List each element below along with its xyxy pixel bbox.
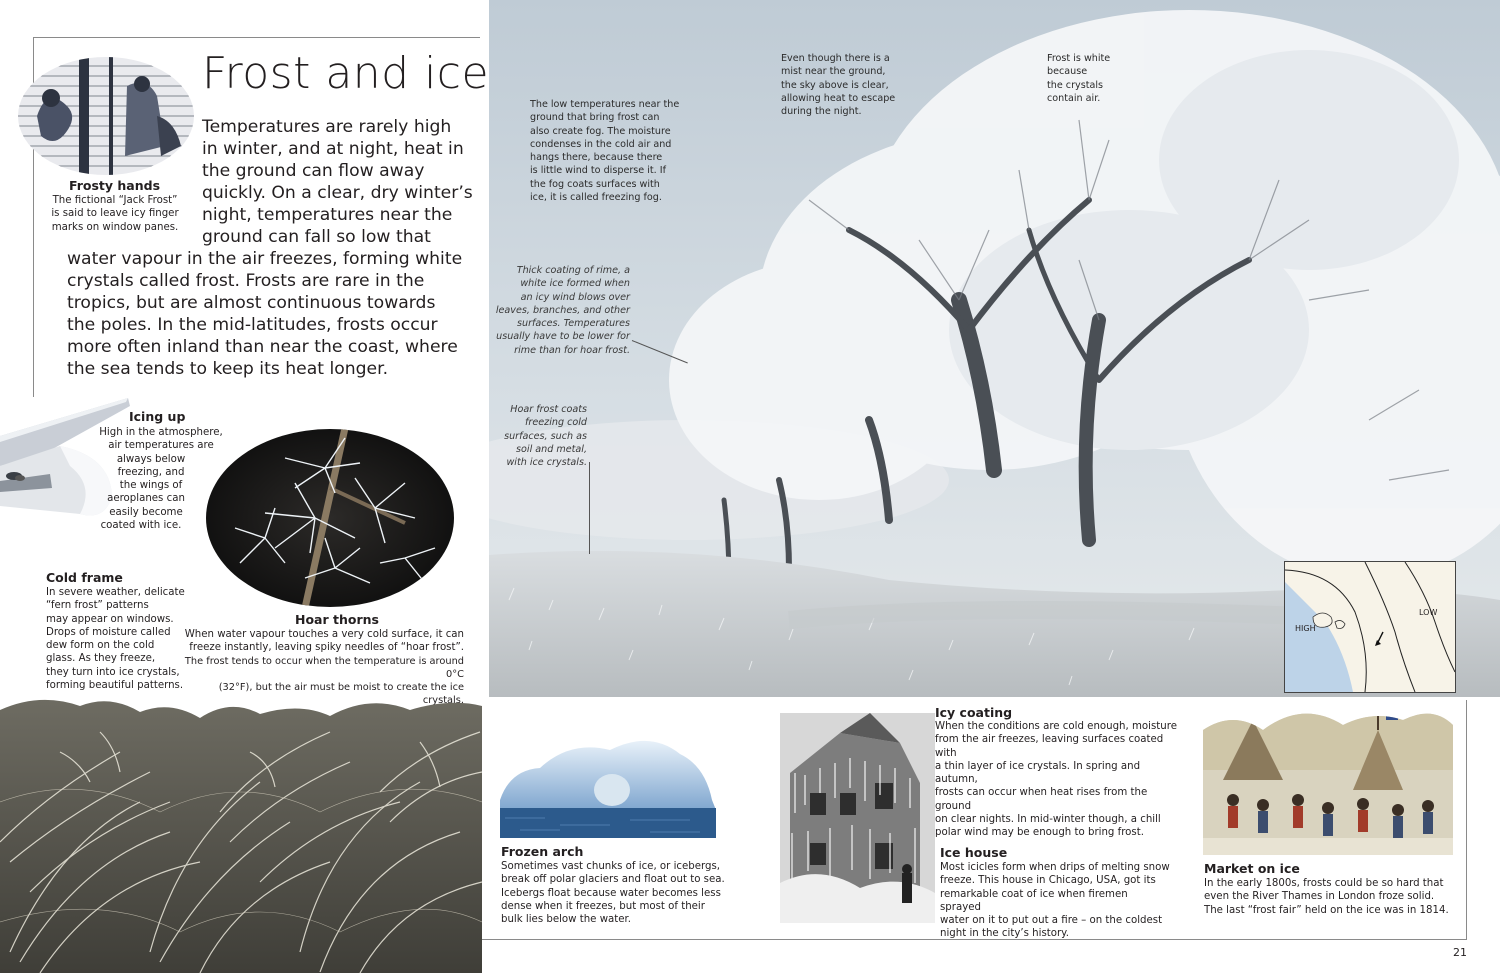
note-line: also create fog. The moisture (530, 125, 671, 137)
note-line: Frost is white (1047, 53, 1111, 64)
icing-up-heading: Icing up (129, 409, 186, 424)
caption-line: frosts can occur when heat rises from the ground (935, 787, 1148, 812)
icy-coating-text (935, 720, 1185, 840)
note-line: allowing heat to escape (781, 92, 896, 104)
caption-line: Icebergs float because water becomes less (501, 887, 721, 899)
intro-line: the sea tends to keep its heat longer. (67, 359, 389, 379)
ice-house-photo (780, 713, 935, 923)
frost-fair-painting (1203, 700, 1453, 855)
frosty-hands-text (40, 194, 190, 234)
caption-line: freezing, and (117, 466, 185, 478)
frame-top-left (33, 37, 480, 38)
caption-line: glass. As they freeze, (46, 653, 156, 665)
frozen-arch-text (501, 860, 731, 926)
mist-note (781, 52, 911, 118)
caption-line: Sometimes vast chunks of ice, or icebergs, (501, 861, 721, 872)
caption-line: “fern frost” patterns (46, 600, 149, 612)
caption-line: dew form on the cold (46, 640, 155, 652)
ice-house-heading: Ice house (940, 845, 1008, 860)
note-line: surfaces. Temperatures (517, 318, 630, 330)
hoar-pointer (589, 462, 590, 554)
caption-line: may appear on windows. (46, 613, 174, 625)
jack-frost-illustration (17, 56, 195, 176)
caption-line: dense when it freezes, but most of their (501, 900, 705, 912)
intro-line: Temperatures are rarely high (202, 117, 452, 137)
market-on-ice-text (1204, 877, 1459, 917)
note-line: an icy wind blows over (520, 291, 630, 303)
caption-line: night in the city’s history. (940, 928, 1069, 940)
note-line: Thick coating of rime, a (516, 265, 630, 276)
note-line: during the night. (781, 106, 862, 118)
caption-line: The frost tends to occur when the temperature is around 0°C (184, 655, 464, 680)
iceberg-photo (500, 730, 716, 838)
caption-line: In the early 1800s, frosts could be so hard that (1204, 878, 1444, 889)
rime-note (490, 264, 630, 357)
page-number: 21 (1453, 946, 1467, 959)
caption-line: easily become (109, 506, 183, 518)
caption-line: they turn into ice crystals, (46, 666, 180, 678)
intro-line: night, temperatures near the (202, 205, 453, 225)
intro-line: in winter, and at night, heat in (202, 139, 464, 159)
frame-right-vertical (1466, 700, 1467, 940)
intro-line: quickly. On a clear, dry winter’s (202, 183, 473, 203)
note-line: Even though there is a (781, 53, 890, 64)
note-line: the sky above is clear, (781, 79, 889, 91)
caption-line: freeze instantly, leaving spiky needles of “hoar frost”. (189, 642, 464, 654)
fog-note (530, 98, 690, 204)
hoar-frost-note (490, 403, 587, 469)
note-line: white ice formed when (520, 278, 630, 290)
note-line: hangs there, because there (530, 152, 663, 164)
caption-line: (32°F), but the air must be moist to create the ice crystals. (218, 682, 464, 707)
caption-line: When water vapour touches a very cold surface, it can (184, 629, 464, 640)
frozen-arch-heading: Frozen arch (501, 844, 584, 859)
note-line: ice, it is called freezing fog. (530, 192, 662, 204)
caption-line: freeze. This house in Chicago, USA, got its (940, 875, 1156, 887)
note-line: Hoar frost coats (510, 404, 587, 415)
intro-line: water vapour in the air freezes, forming white (67, 249, 463, 269)
frosty-hands-heading: Frosty hands (69, 178, 161, 193)
note-line: condenses in the cold air and (530, 138, 672, 150)
note-line: the fog coats surfaces with (530, 178, 660, 190)
caption-line: break off polar glaciers and float out to sea. (501, 874, 725, 886)
note-line: the crystals (1047, 79, 1103, 91)
caption-line: The last “frost fair” held on the ice was in 1814. (1204, 904, 1449, 916)
note-line: mist near the ground, (781, 66, 886, 78)
caption-line: polar wind may be enough to bring frost. (935, 827, 1144, 839)
caption-line: aeroplanes can (107, 493, 185, 505)
intro-line: the poles. In the mid-latitudes, frosts occur (67, 315, 438, 335)
low-pressure-label: LOW (1419, 608, 1438, 617)
note-line: ground that bring frost can (530, 112, 660, 124)
caption-line: on clear nights. In mid-winter though, a chill (935, 814, 1161, 826)
caption-line: the wings of (119, 480, 183, 492)
note-line: with ice crystals. (506, 457, 587, 469)
fern-frost-photo (0, 692, 482, 973)
note-line: is little wind to disperse it. If (530, 165, 666, 177)
high-pressure-label: HIGH (1295, 624, 1316, 633)
white-frost-note (1047, 52, 1147, 105)
caption-line: is said to leave icy finger (51, 208, 179, 220)
caption-line: coated with ice. (100, 520, 182, 532)
icy-coating-heading: Icy coating (935, 705, 1013, 720)
intro-line: tropics, but are almost continuous towards (67, 293, 436, 313)
caption-line: High in the atmosphere, (99, 427, 223, 438)
caption-line: When the conditions are cold enough, moisture (935, 721, 1177, 732)
intro-line: ground can fall so low that (202, 227, 431, 247)
page-title: Frost and ice (202, 48, 490, 99)
note-line: leaves, branches, and other (495, 304, 630, 316)
caption-line: In severe weather, delicate (46, 587, 185, 598)
note-line: contain air. (1047, 92, 1101, 104)
market-on-ice-heading: Market on ice (1204, 861, 1300, 876)
intro-line: more often inland than near the coast, where (67, 337, 458, 357)
caption-line: water on it to put out a fire – on the coldest (940, 915, 1163, 927)
caption-line: forming beautiful patterns. (46, 680, 184, 692)
caption-line: remarkable coat of ice when firemen sprayed (940, 888, 1128, 913)
caption-line: bulk lies below the water. (501, 914, 632, 926)
note-line: The low temperatures near the (530, 99, 680, 110)
caption-line: even the River Thames in London froze solid. (1204, 891, 1435, 903)
hoar-thorns-photo (205, 428, 455, 608)
cold-frame-heading: Cold frame (46, 570, 123, 585)
note-line: surfaces, such as (504, 430, 587, 442)
note-line: freezing cold (525, 417, 587, 429)
note-line: soil and metal, (516, 443, 587, 455)
caption-line: marks on window panes. (51, 221, 179, 233)
weather-map (1284, 561, 1456, 693)
caption-line: a thin layer of ice crystals. In spring and autumn, (935, 760, 1141, 786)
note-line: because (1047, 66, 1088, 78)
caption-line: from the air freezes, leaving surfaces coated with (935, 734, 1164, 759)
caption-line: always below (116, 453, 186, 465)
hoar-thorns-heading: Hoar thorns (295, 612, 379, 627)
note-line: rime than for hoar frost. (514, 344, 630, 356)
caption-line: Most icicles form when drips of melting snow (940, 862, 1170, 873)
caption-line: air temperatures are (108, 440, 214, 452)
intro-line: the ground can flow away (202, 161, 425, 181)
caption-line: The fictional “Jack Frost” (52, 195, 178, 206)
cold-frame-text (46, 586, 186, 692)
note-line: usually have to be lower for (496, 331, 630, 343)
ice-house-text (940, 861, 1170, 941)
intro-line: crystals called frost. Frosts are rare in the (67, 271, 425, 291)
caption-line: Drops of moisture called (46, 626, 171, 638)
